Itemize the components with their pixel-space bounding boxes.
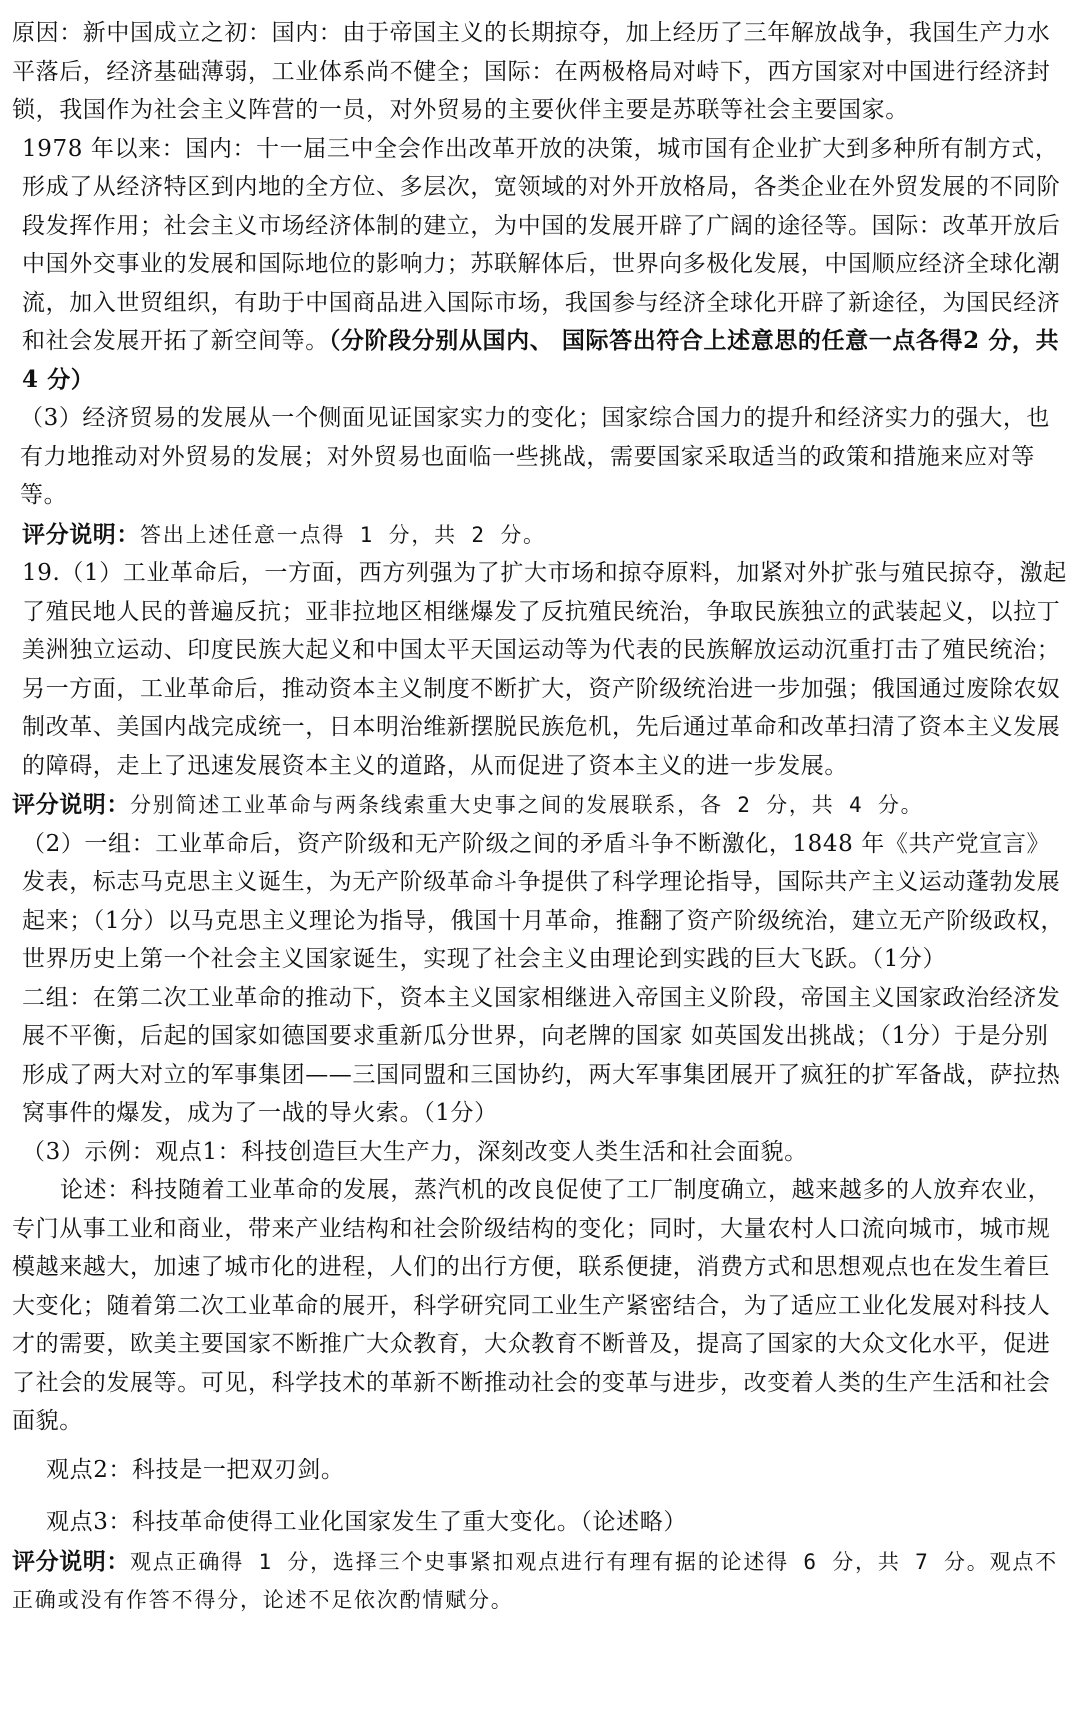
q19-part1-scoring-note xyxy=(12,786,1068,825)
q19-part3-argument-paragraph: 论述：科技随着工业革命的发展，蒸汽机的改良促使了工厂制度确立，越来越多的人放弃农业，专门从事工业和商业，带来产业结构和社会阶级结构的变化；同时，大量农村人口流向城市，城市规模越来越大，加速了城市化的进程，人们的出行方便，联系便捷，消费方式和思想观点也在发生着巨大变化；随着第二次工业革命的展开，科学研究同工业生产紧密结合，为了适应工业化发展对科技人才的需要，欧美主要国家不断推广大众教育，大众教育不断普及，提高了国家的大众文化水平，促进了社会的发展等。可见，科学技术的革新不断推动社会的变革与进步，改变着人类的生产生活和社会面貌。 xyxy=(12,1177,1052,1434)
cause-early-prc-paragraph: 原因：新中国成立之初：国内：由于帝国主义的长期掠夺，加上经历了三年解放战争，我国生产力水平落后，经济基础薄弱，工业体系尚不健全；国际：在两极格局对峙下，西方国家对中国进行经济封锁，我国作为社会主义阵营的一员，对外贸易的主要伙伴主要是苏联等社会主要国家。 xyxy=(12,20,1051,123)
q19-part3-viewpoint2: 观点2：科技是一把双刃剑。 xyxy=(46,1456,345,1483)
cause-since-1978-paragraph xyxy=(12,130,1068,400)
q19-part1-paragraph: 19.（1）工业革命后，一方面，西方列强为了扩大市场和掠夺原料，加紧对外扩张与殖民掠夺，激起了殖民地人民的普遍反抗；亚非拉地区相继爆发了反抗殖民统治，争取民族独立的武装起义，以拉丁美洲独立运动、印度民族大起义和中国太平天国运动等为代表的民族解放运动沉重打击了殖民统治；另一方面，工业革命后，推动资本主义制度不断扩大，资产阶级统治进一步加强；俄国通过废除农奴制改革、美国内战完成统一，日本明治维新摆脱民族危机，先后通过革命和改革扫清了资本主义发展的障碍，走上了迅速发展资本主义的道路，从而促进了资本主义的进一步发展。 xyxy=(22,560,1067,779)
q18-part3-paragraph: （3）经济贸易的发展从一个侧面见证国家实力的变化；国家综合国力的提升和经济实力的强大，也有力地推动对外贸易的发展；对外贸易也面临一些挑战，需要国家采取适当的政策和措施来应对等等。 xyxy=(20,405,1051,508)
scoring-label: 评分说明： xyxy=(12,1548,130,1575)
scoring-text: 分别简述工业革命与两条线索重大史事之间的发展联系，各 2 分，共 4 分。 xyxy=(130,793,924,817)
q19-part3-viewpoint3: 观点3：科技革命使得工业化国家发生了重大变化。（论述略） xyxy=(46,1509,687,1535)
q19-part2-group2-paragraph: 二组：在第二次工业革命的推动下，资本主义国家相继进入帝国主义阶段，帝国主义国家政治经济发展不平衡，后起的国家如德国要求重新瓜分世界，向老牌的国家 如英国发出挑战；（1分）于是分别形成了两大对立的军事集团——三国同盟和三国协约，两大军事集团展开了疯狂的扩军备战，萨拉热窝事件的爆发，成为了一战的导火索。（1分） xyxy=(22,984,1061,1126)
cause-since-1978-score-note: （分阶段分别从国内、 国际答出符合上述意思的任意一点各得2 分，共 4 分） xyxy=(22,327,1060,393)
q19-part2-group1-paragraph: （2）一组：工业革命后，资产阶级和无产阶级之间的矛盾斗争不断激化，1848 年《共产党宣言》发表，标志马克思主义诞生，为无产阶级革命斗争提供了科学理论指导，国际共产主义运动蓬勃发展起来；（1分）以马克思主义理论为指导，俄国十月革命，推翻了资产阶级统治，建立无产阶级政权，世界历史上第一个社会主义国家诞生，实现了社会主义由理论到实践的巨大飞跃。（1分） xyxy=(22,830,1065,972)
cause-since-1978-text: 1978 年以来：国内：十一届三中全会作出改革开放的决策，城市国有企业扩大到多种所有制方式，形成了从经济特区到内地的全方位、多层次，宽领域的对外开放格局，各类企业在外贸发展的不同阶段发挥作用；社会主义市场经济体制的建立，为中国的发展开辟了广阔的途径等。国际：改革开放后中国外交事业的发展和国际地位的影响力；苏联解体后，世界向多极化发展，中国顺应经济全球化潮流，加入世贸组织，有助于中国商品进入国际市场，我国参与经济全球化开辟了新途径，为国民经济和社会发展开拓了新空间等。 xyxy=(22,135,1061,354)
scoring-label: 评分说明： xyxy=(22,521,140,548)
scoring-label: 评分说明： xyxy=(12,792,130,818)
q19-part3-scoring-note xyxy=(12,1543,1068,1620)
q18-part3-scoring-note xyxy=(12,516,1068,555)
q19-part3-example-line: （3）示例：观点1：科技创造巨大生产力，深刻改变人类生活和社会面貌。 xyxy=(22,1138,808,1165)
scoring-text: 观点正确得 1 分，选择三个史事紧扣观点进行有理有据的论述得 6 分，共 7 分。观点不正确或没有作答不得分，论述不足依次酌情赋分。 xyxy=(12,1549,1058,1612)
scoring-text: 答出上述任意一点得 1 分，共 2 分。 xyxy=(140,522,546,547)
